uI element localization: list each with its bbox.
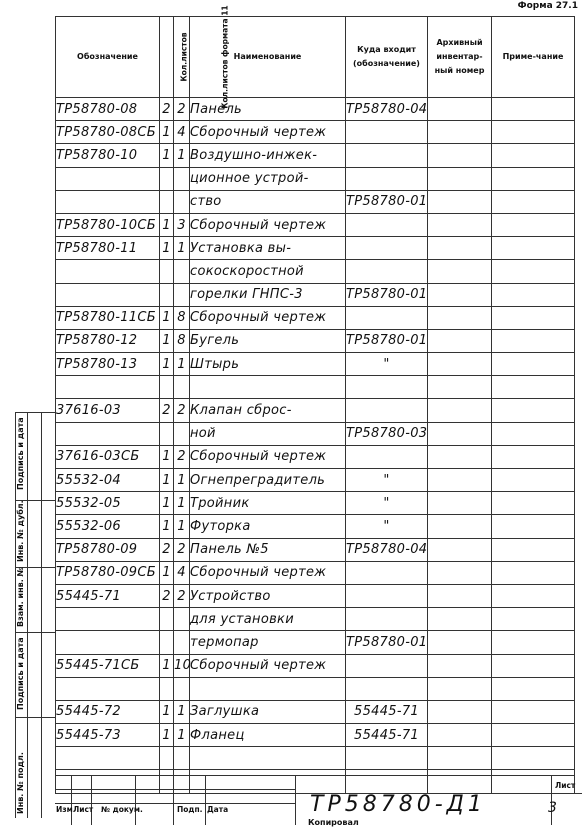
- cell-sheets: 2: [160, 538, 174, 561]
- cell-sheets: 1: [160, 353, 174, 376]
- table-row: [56, 190, 575, 213]
- cell-sheets: [160, 260, 174, 283]
- cell-where-used: [346, 167, 428, 190]
- cell-sheets-format11: [174, 190, 190, 213]
- cell-name: Футорка: [190, 515, 346, 538]
- cell-sheets: 1: [160, 329, 174, 352]
- cell-note: [492, 724, 575, 747]
- cell-sheets: 1: [160, 469, 174, 492]
- cell-note: [492, 376, 575, 399]
- cell-archive: [428, 422, 492, 445]
- cell-sheets-format11: 2: [174, 445, 190, 468]
- cell-note: [492, 631, 575, 654]
- cell-sheets-format11: 1: [174, 700, 190, 723]
- cell-where-used: [346, 121, 428, 144]
- cell-where-used: TP58780-04: [346, 538, 428, 561]
- cell-archive: [428, 353, 492, 376]
- footer-copied: Копировал: [308, 818, 359, 827]
- table-row: [56, 213, 575, 236]
- cell-sheets: 1: [160, 654, 174, 677]
- table-row: [56, 654, 575, 677]
- cell-archive: [428, 584, 492, 607]
- cell-archive: [428, 700, 492, 723]
- table-row: [56, 329, 575, 352]
- cell-archive: [428, 724, 492, 747]
- tb-sheet-label: Лист: [555, 781, 576, 790]
- cell-note: [492, 144, 575, 167]
- cell-sheets: [160, 631, 174, 654]
- tb-date: Дата: [207, 805, 229, 814]
- cell-archive: [428, 144, 492, 167]
- cell-archive: [428, 283, 492, 306]
- cell-name: [190, 677, 346, 700]
- table-row: [56, 700, 575, 723]
- cell-name: Заглушка: [190, 700, 346, 723]
- cell-sheets: 1: [160, 121, 174, 144]
- cell-note: [492, 561, 575, 584]
- table-row: [56, 561, 575, 584]
- cell-name: ционное устрой-: [190, 167, 346, 190]
- cell-archive: [428, 677, 492, 700]
- cell-sheets-format11: 4: [174, 561, 190, 584]
- cell-note: [492, 190, 575, 213]
- cell-archive: [428, 399, 492, 422]
- cell-note: [492, 353, 575, 376]
- cell-where-used: [346, 608, 428, 631]
- cell-name: Сборочный чертеж: [190, 306, 346, 329]
- cell-note: [492, 213, 575, 236]
- cell-note: [492, 167, 575, 190]
- cell-designation: 55445-73: [56, 724, 160, 747]
- cell-note: [492, 283, 575, 306]
- cell-sheets: [160, 190, 174, 213]
- header-where-used: Куда входит (обозначение): [346, 17, 428, 98]
- cell-designation: [56, 376, 160, 399]
- cell-archive: [428, 167, 492, 190]
- cell-sheets-format11: [174, 376, 190, 399]
- cell-name: Фланец: [190, 724, 346, 747]
- cell-designation: TP58780-11: [56, 237, 160, 260]
- cell-name: сокоскоростной: [190, 260, 346, 283]
- cell-sheets-format11: 1: [174, 492, 190, 515]
- cell-designation: [56, 677, 160, 700]
- cell-designation: [56, 747, 160, 770]
- cell-designation: 37616-03CБ: [56, 445, 160, 468]
- cell-note: [492, 608, 575, 631]
- cell-name: Клапан сброс-: [190, 399, 346, 422]
- form-label: Форма 27.1: [517, 1, 578, 11]
- cell-note: [492, 121, 575, 144]
- cell-archive: [428, 608, 492, 631]
- cell-designation: [56, 631, 160, 654]
- cell-archive: [428, 121, 492, 144]
- cell-where-used: TP58780-01: [346, 190, 428, 213]
- cell-sheets-format11: 1: [174, 144, 190, 167]
- table-row: [56, 608, 575, 631]
- cell-name: Установка вы-: [190, 237, 346, 260]
- table-row: [56, 492, 575, 515]
- cell-designation: [56, 190, 160, 213]
- cell-note: [492, 654, 575, 677]
- cell-note: [492, 260, 575, 283]
- cell-sheets: 1: [160, 144, 174, 167]
- table-row: [56, 121, 575, 144]
- table-row: [56, 283, 575, 306]
- cell-name: Панель №5: [190, 538, 346, 561]
- cell-note: [492, 700, 575, 723]
- table-row: [56, 747, 575, 770]
- cell-sheets: 1: [160, 492, 174, 515]
- cell-archive: [428, 98, 492, 121]
- cell-archive: [428, 515, 492, 538]
- cell-sheets-format11: 1: [174, 353, 190, 376]
- cell-sheets: 2: [160, 98, 174, 121]
- cell-sheets-format11: 1: [174, 515, 190, 538]
- cell-where-used: ": [346, 492, 428, 515]
- cell-name: Воздушно-инжек-: [190, 144, 346, 167]
- cell-designation: TP58780-10CБ: [56, 213, 160, 236]
- cell-note: [492, 329, 575, 352]
- cell-sheets: 1: [160, 724, 174, 747]
- cell-sheets-format11: 2: [174, 98, 190, 121]
- cell-where-used: [346, 445, 428, 468]
- cell-note: [492, 538, 575, 561]
- cell-designation: 55445-71: [56, 584, 160, 607]
- cell-sheets: 1: [160, 561, 174, 584]
- cell-sheets: 1: [160, 237, 174, 260]
- cell-note: [492, 584, 575, 607]
- cell-designation: [56, 283, 160, 306]
- cell-note: [492, 492, 575, 515]
- cell-where-used: TP58780-01: [346, 329, 428, 352]
- cell-note: [492, 422, 575, 445]
- table-row: [56, 515, 575, 538]
- table-row: [56, 98, 575, 121]
- cell-archive: [428, 329, 492, 352]
- header-row: [56, 17, 575, 98]
- cell-sheets-format11: [174, 631, 190, 654]
- cell-name: термопар: [190, 631, 346, 654]
- cell-sheets-format11: 2: [174, 538, 190, 561]
- cell-note: [492, 747, 575, 770]
- header-sheets-format11: Кол.листов формата 11: [174, 17, 190, 98]
- cell-sheets: 2: [160, 584, 174, 607]
- cell-where-used: [346, 144, 428, 167]
- cell-where-used: TP58780-03: [346, 422, 428, 445]
- cell-where-used: [346, 306, 428, 329]
- cell-name: [190, 747, 346, 770]
- table-row: [56, 422, 575, 445]
- header-archive: Архивный инвентар-ный номер: [428, 17, 492, 98]
- cell-sheets: 1: [160, 213, 174, 236]
- cell-archive: [428, 538, 492, 561]
- cell-designation: TP58780-10: [56, 144, 160, 167]
- table-row: [56, 144, 575, 167]
- cell-where-used: 55445-71: [346, 700, 428, 723]
- cell-archive: [428, 376, 492, 399]
- cell-name: [190, 376, 346, 399]
- side-strip: [15, 412, 55, 818]
- cell-name: Сборочный чертеж: [190, 654, 346, 677]
- cell-name: Сборочный чертеж: [190, 445, 346, 468]
- document-code: TP58780-Д1: [310, 792, 486, 817]
- tb-list: Лист: [73, 805, 94, 814]
- cell-archive: [428, 654, 492, 677]
- cell-sheets: [160, 167, 174, 190]
- cell-sheets: [160, 608, 174, 631]
- header-name: Наименование: [190, 17, 346, 98]
- table-row: [56, 353, 575, 376]
- cell-archive: [428, 237, 492, 260]
- cell-name: Сборочный чертеж: [190, 213, 346, 236]
- cell-designation: TP58780-09: [56, 538, 160, 561]
- cell-designation: 55532-04: [56, 469, 160, 492]
- cell-designation: 55532-06: [56, 515, 160, 538]
- cell-where-used: [346, 237, 428, 260]
- cell-designation: 37616-03: [56, 399, 160, 422]
- cell-sheets-format11: 2: [174, 584, 190, 607]
- table-row: [56, 376, 575, 399]
- cell-where-used: [346, 376, 428, 399]
- side-label-sign-date-2: Подпись и дата: [16, 637, 25, 710]
- cell-archive: [428, 492, 492, 515]
- cell-where-used: 55445-71: [346, 724, 428, 747]
- cell-archive: [428, 469, 492, 492]
- cell-archive: [428, 747, 492, 770]
- cell-where-used: ": [346, 469, 428, 492]
- cell-designation: 55445-71CБ: [56, 654, 160, 677]
- table-row: [56, 538, 575, 561]
- cell-sheets-format11: [174, 167, 190, 190]
- cell-sheets: [160, 376, 174, 399]
- cell-name: Панель: [190, 98, 346, 121]
- cell-sheets-format11: [174, 747, 190, 770]
- cell-sheets-format11: [174, 260, 190, 283]
- cell-name: для установки: [190, 608, 346, 631]
- cell-archive: [428, 260, 492, 283]
- side-label-orig-inv: Инв. № подл.: [16, 752, 25, 814]
- cell-note: [492, 515, 575, 538]
- table-row: [56, 677, 575, 700]
- table-row: [56, 167, 575, 190]
- cell-designation: TP58780-08CБ: [56, 121, 160, 144]
- cell-designation: [56, 260, 160, 283]
- cell-designation: [56, 608, 160, 631]
- cell-name: Устройство: [190, 584, 346, 607]
- cell-sheets-format11: 8: [174, 306, 190, 329]
- cell-where-used: TP58780-01: [346, 283, 428, 306]
- table-row: [56, 631, 575, 654]
- cell-where-used: [346, 654, 428, 677]
- cell-sheets-format11: 2: [174, 399, 190, 422]
- table-row: [56, 399, 575, 422]
- table-row: [56, 237, 575, 260]
- cell-where-used: [346, 677, 428, 700]
- cell-sheets-format11: 1: [174, 237, 190, 260]
- cell-sheets: [160, 747, 174, 770]
- cell-name: ство: [190, 190, 346, 213]
- cell-where-used: [346, 561, 428, 584]
- cell-where-used: ": [346, 515, 428, 538]
- cell-designation: TP58780-11CБ: [56, 306, 160, 329]
- cell-sheets: [160, 677, 174, 700]
- cell-note: [492, 469, 575, 492]
- cell-archive: [428, 631, 492, 654]
- cell-sheets: [160, 283, 174, 306]
- cell-note: [492, 399, 575, 422]
- cell-sheets: 1: [160, 445, 174, 468]
- table-row: [56, 584, 575, 607]
- cell-archive: [428, 213, 492, 236]
- cell-where-used: [346, 584, 428, 607]
- cell-where-used: TP58780-01: [346, 631, 428, 654]
- cell-where-used: ": [346, 353, 428, 376]
- header-note: Приме-чание: [492, 17, 575, 98]
- cell-archive: [428, 445, 492, 468]
- side-label-replace-inv: Взам. инв. №: [16, 566, 25, 627]
- cell-name: Сборочный чертеж: [190, 121, 346, 144]
- cell-designation: TP58780-09CБ: [56, 561, 160, 584]
- cell-name: Сборочный чертеж: [190, 561, 346, 584]
- cell-archive: [428, 190, 492, 213]
- cell-sheets: 1: [160, 515, 174, 538]
- cell-sheets-format11: [174, 283, 190, 306]
- cell-sheets-format11: 8: [174, 329, 190, 352]
- cell-note: [492, 306, 575, 329]
- cell-sheets: 1: [160, 306, 174, 329]
- sheet-number: 3: [548, 800, 557, 816]
- tb-doc-no: № докум.: [101, 805, 143, 814]
- table-row: [56, 306, 575, 329]
- cell-sheets-format11: 4: [174, 121, 190, 144]
- side-label-sign-date: Подпись и дата: [16, 417, 25, 490]
- cell-name: Бугель: [190, 329, 346, 352]
- cell-designation: [56, 422, 160, 445]
- cell-designation: 55445-72: [56, 700, 160, 723]
- cell-sheets: [160, 422, 174, 445]
- cell-where-used: [346, 747, 428, 770]
- cell-name: ной: [190, 422, 346, 445]
- side-label-dup-inv: Инв. № дубл.: [16, 500, 25, 562]
- cell-designation: TP58780-12: [56, 329, 160, 352]
- cell-note: [492, 445, 575, 468]
- cell-sheets-format11: [174, 677, 190, 700]
- table-row: [56, 469, 575, 492]
- cell-sheets-format11: [174, 422, 190, 445]
- table-row: [56, 724, 575, 747]
- header-designation: Обозначение: [56, 17, 160, 98]
- cell-sheets: 2: [160, 399, 174, 422]
- cell-where-used: [346, 260, 428, 283]
- cell-sheets-format11: [174, 608, 190, 631]
- cell-designation: 55532-05: [56, 492, 160, 515]
- cell-name: горелки ГНПС-3: [190, 283, 346, 306]
- header-sheets: Кол.листов: [160, 17, 174, 98]
- cell-note: [492, 237, 575, 260]
- cell-sheets-format11: 3: [174, 213, 190, 236]
- tb-sign: Подп.: [177, 805, 203, 814]
- tb-izm: Изм: [56, 805, 73, 814]
- cell-where-used: [346, 213, 428, 236]
- cell-sheets-format11: 10: [174, 654, 190, 677]
- cell-designation: TP58780-13: [56, 353, 160, 376]
- cell-name: Штырь: [190, 353, 346, 376]
- cell-note: [492, 98, 575, 121]
- cell-name: Огнепреградитель: [190, 469, 346, 492]
- cell-archive: [428, 561, 492, 584]
- cell-where-used: [346, 399, 428, 422]
- cell-archive: [428, 306, 492, 329]
- table-row: [56, 260, 575, 283]
- cell-sheets: 1: [160, 700, 174, 723]
- cell-name: Тройник: [190, 492, 346, 515]
- cell-note: [492, 677, 575, 700]
- cell-sheets-format11: 1: [174, 724, 190, 747]
- cell-sheets-format11: 1: [174, 469, 190, 492]
- cell-where-used: TP58780-04: [346, 98, 428, 121]
- cell-designation: TP58780-08: [56, 98, 160, 121]
- cell-designation: [56, 167, 160, 190]
- table-row: [56, 445, 575, 468]
